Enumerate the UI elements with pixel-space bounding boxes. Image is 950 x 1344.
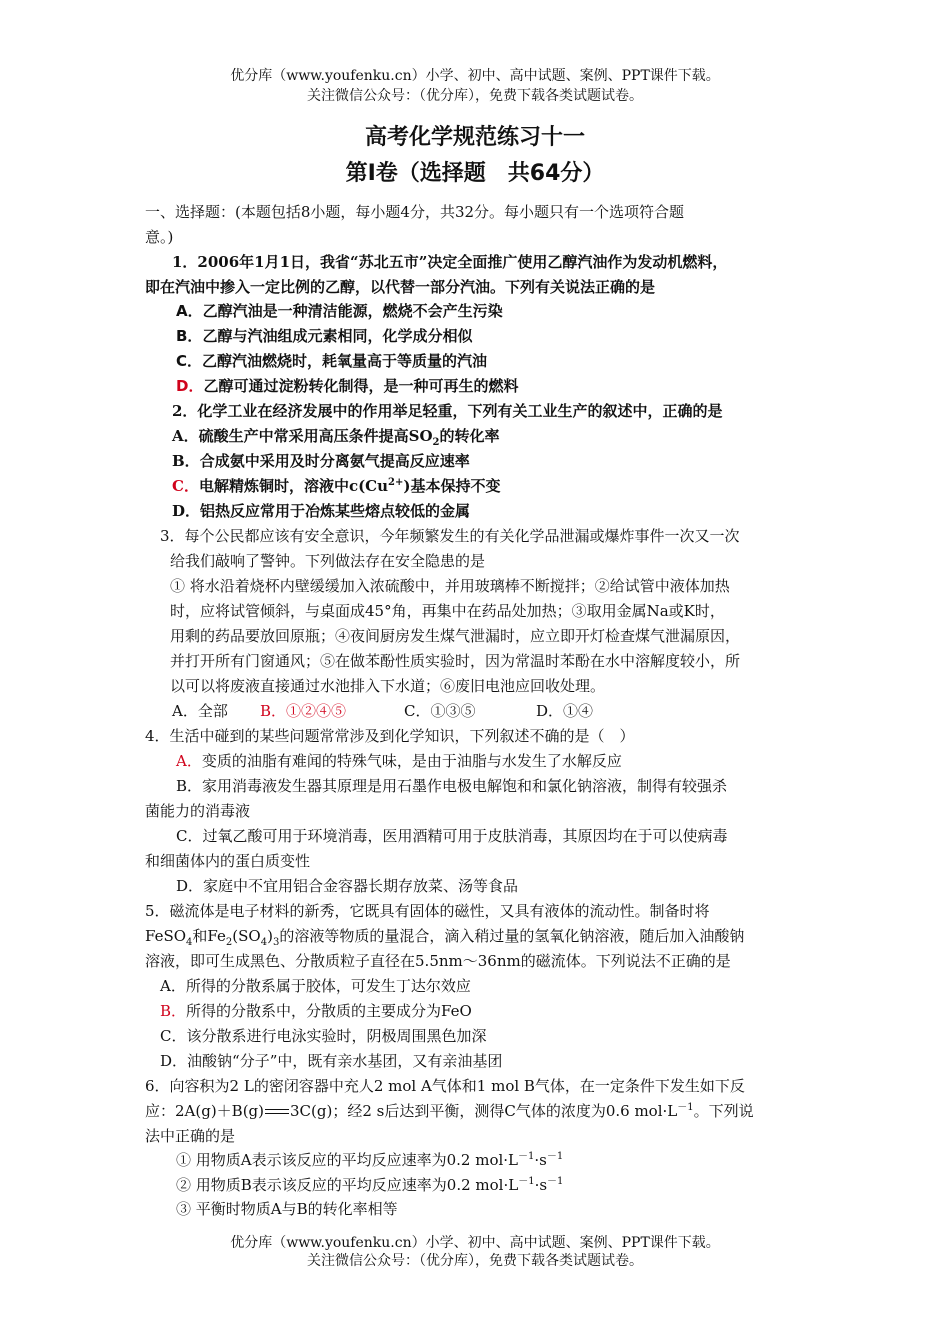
footer-line-2: 关注微信公众号：（优分库），免费下载各类试题试卷。 — [307, 1253, 643, 1269]
q3-option-a: A．全部 — [172, 702, 228, 720]
q5-option-b: B．所得的分散系中，分散质的主要成分为FeO — [160, 1002, 472, 1020]
q3-body-line-4: 并打开所有门窗通风；⑤在做苯酚性质实验时，因为常温时苯酚在水中溶解度较小，所 — [170, 652, 741, 670]
q5-option-c: C．该分散系进行电泳实验时，阴极周围黑色加深 — [160, 1027, 487, 1045]
q1-stem-line-1: 1．2006年1月1日，我省“苏北五市”决定全面推广使用乙醇汽油作为发动机燃料， — [172, 253, 728, 271]
q6-statement-3: ③ 平衡时物质A与B的转化率相等 — [176, 1200, 398, 1218]
q1-option-b: B．乙醇与汽油组成元素相同，化学成分相似 — [176, 327, 473, 345]
q4-option-b-line-2: 菌能力的消毒液 — [145, 802, 251, 820]
header-line-1: 优分库（www.youfenku.cn）小学、初中、高中试题、案例、PPT课件下载。 — [230, 68, 720, 84]
q4-stem: 4．生活中碰到的某些问题常常涉及到化学知识，下列叙述不确的是（ ） — [145, 727, 635, 745]
page-title: 高考化学规范练习十一 — [364, 125, 585, 150]
header-line-2: 关注微信公众号：（优分库），免费下载各类试题试卷。 — [307, 88, 643, 104]
q3-body-line-5: 以可以将废液直接通过水池排入下水道；⑥废旧电池应回收处理。 — [170, 677, 606, 695]
section-intro-line-1: 一、选择题：(本题包括8小题，每小题4分，共32分。每小题只有一个选项符合题 — [145, 203, 685, 221]
section-intro-line-2: 意。) — [145, 228, 174, 246]
q6-stem-line-2: 应：2A(g)＋B(g) 3C(g)；经2 s后达到平衡，测得C气体的浓度为0.6 $mol\cdot L^{-1}$。下列说 — [145, 1102, 754, 1120]
equilibrium-sign-icon — [265, 1108, 289, 1116]
q5-option-d: D．油酸钠“分子”中，既有亲水基团，又有亲油基团 — [160, 1052, 503, 1070]
page-subtitle: 第Ⅰ卷（选择题 共64分） — [345, 161, 605, 186]
q4-option-d: D．家庭中不宜用铝合金容器长期存放菜、汤等食品 — [176, 877, 519, 895]
q3-body-line-3: 用剩的药品要放回原瓶；④夜间厨房发生煤气泄漏时，应立即开灯检查煤气泄漏原因， — [170, 627, 741, 645]
q1-option-d: D．乙醇可通过淀粉转化制得，是一种可再生的燃料 — [176, 377, 519, 395]
q4-option-a: A．变质的油脂有难闻的特殊气味，是由于油脂与水发生了水解反应 — [176, 752, 622, 770]
q4-option-c-line-1: C．过氧乙酸可用于环境消毒，医用酒精可用于皮肤消毒，其原因均在于可以使病毒 — [176, 827, 728, 845]
q3-option-b: B．①②④⑤ — [260, 702, 347, 720]
q5-stem-line-1: 5．磁流体是电子材料的新秀，它既具有固体的磁性，又具有液体的流动性。制备时将 — [145, 902, 710, 920]
q5-stem-line-2: FeSO$_4$和$Fe_2(SO_4)_3$的溶液等物质的量混合，滴入稍过量的氢氧化钠溶液，随后加入油酸钠 — [145, 927, 745, 948]
q1-option-c: C．乙醇汽油燃烧时，耗氧量高于等质量的汽油 — [176, 352, 488, 370]
q1-stem-line-2: 即在汽油中掺入一定比例的乙醇，以代替一部分汽油。下列有关说法正确的是 — [145, 278, 656, 296]
q2-option-b: B．合成氨中采用及时分离氨气提高反应速率 — [172, 452, 470, 470]
q5-stem-line-3: 溶液，即可生成黑色、分散质粒子直径在5.5nm～36nm的磁流体。下列说法不正确的是 — [145, 952, 731, 970]
q3-body-line-1: ① 将水沿着烧杯内壁缓缓加入浓硫酸中，并用玻璃棒不断搅拌；②给试管中液体加热 — [170, 577, 730, 595]
q4-option-c-line-2: 和细菌体内的蛋白质变性 — [145, 852, 311, 870]
q3-option-d: D．①④ — [536, 702, 594, 720]
q4-option-b-line-1: B．家用消毒液发生器其原理是用石墨作电极电解饱和和氯化钠溶液，制得有较强杀 — [176, 777, 728, 795]
q2-option-d: D．铝热反应常用于冶炼某些熔点较低的金属 — [172, 502, 471, 520]
q2-option-a: A．硫酸生产中常采用高压条件提高$SO_2$的转化率 — [172, 427, 500, 448]
footer-line-1: 优分库（www.youfenku.cn）小学、初中、高中试题、案例、PPT课件下载。 — [230, 1235, 720, 1251]
q5-option-a: A．所得的分散系属于胶体，可发生丁达尔效应 — [160, 977, 471, 995]
q6-statement-2: ② 用物质B表示该反应的平均反应速率为0.2 $mol\cdot L^{-1}\cdot s^{-1}$ — [176, 1176, 564, 1194]
q3-stem-line-2: 给我们敲响了警钟。下列做法存在安全隐患的是 — [170, 552, 486, 570]
q3-stem-line-1: 3．每个公民都应该有安全意识，今年频繁发生的有关化学品泄漏或爆炸事件一次又一次 — [160, 527, 740, 545]
q2-option-c: C．电解精炼铜时，溶液中$c(Cu^{2+})$基本保持不变 — [172, 477, 501, 495]
q6-stem-line-1: 6．向容积为2 L的密闭容器中充人2 mol A气体和1 mol B气体，在一定条件下发生如下反 — [145, 1077, 745, 1095]
q6-stem-line-3: 法中正确的是 — [145, 1127, 236, 1145]
q1-option-a: A．乙醇汽油是一种清洁能源，燃烧不会产生污染 — [176, 302, 503, 320]
q6-statement-1: ① 用物质A表示该反应的平均反应速率为0.2 $mol\cdot L^{-1}\cdot s^{-1}$ — [176, 1151, 564, 1169]
q3-option-c: C．①③⑤ — [404, 702, 476, 720]
q2-stem: 2．化学工业在经济发展中的作用举足轻重，下列有关工业生产的叙述中，正确的是 — [172, 402, 723, 420]
q3-body-line-2: 时，应将试管倾斜，与桌面成45°角，再集中在药品处加热；③取用金属Na或K时， — [170, 602, 725, 620]
